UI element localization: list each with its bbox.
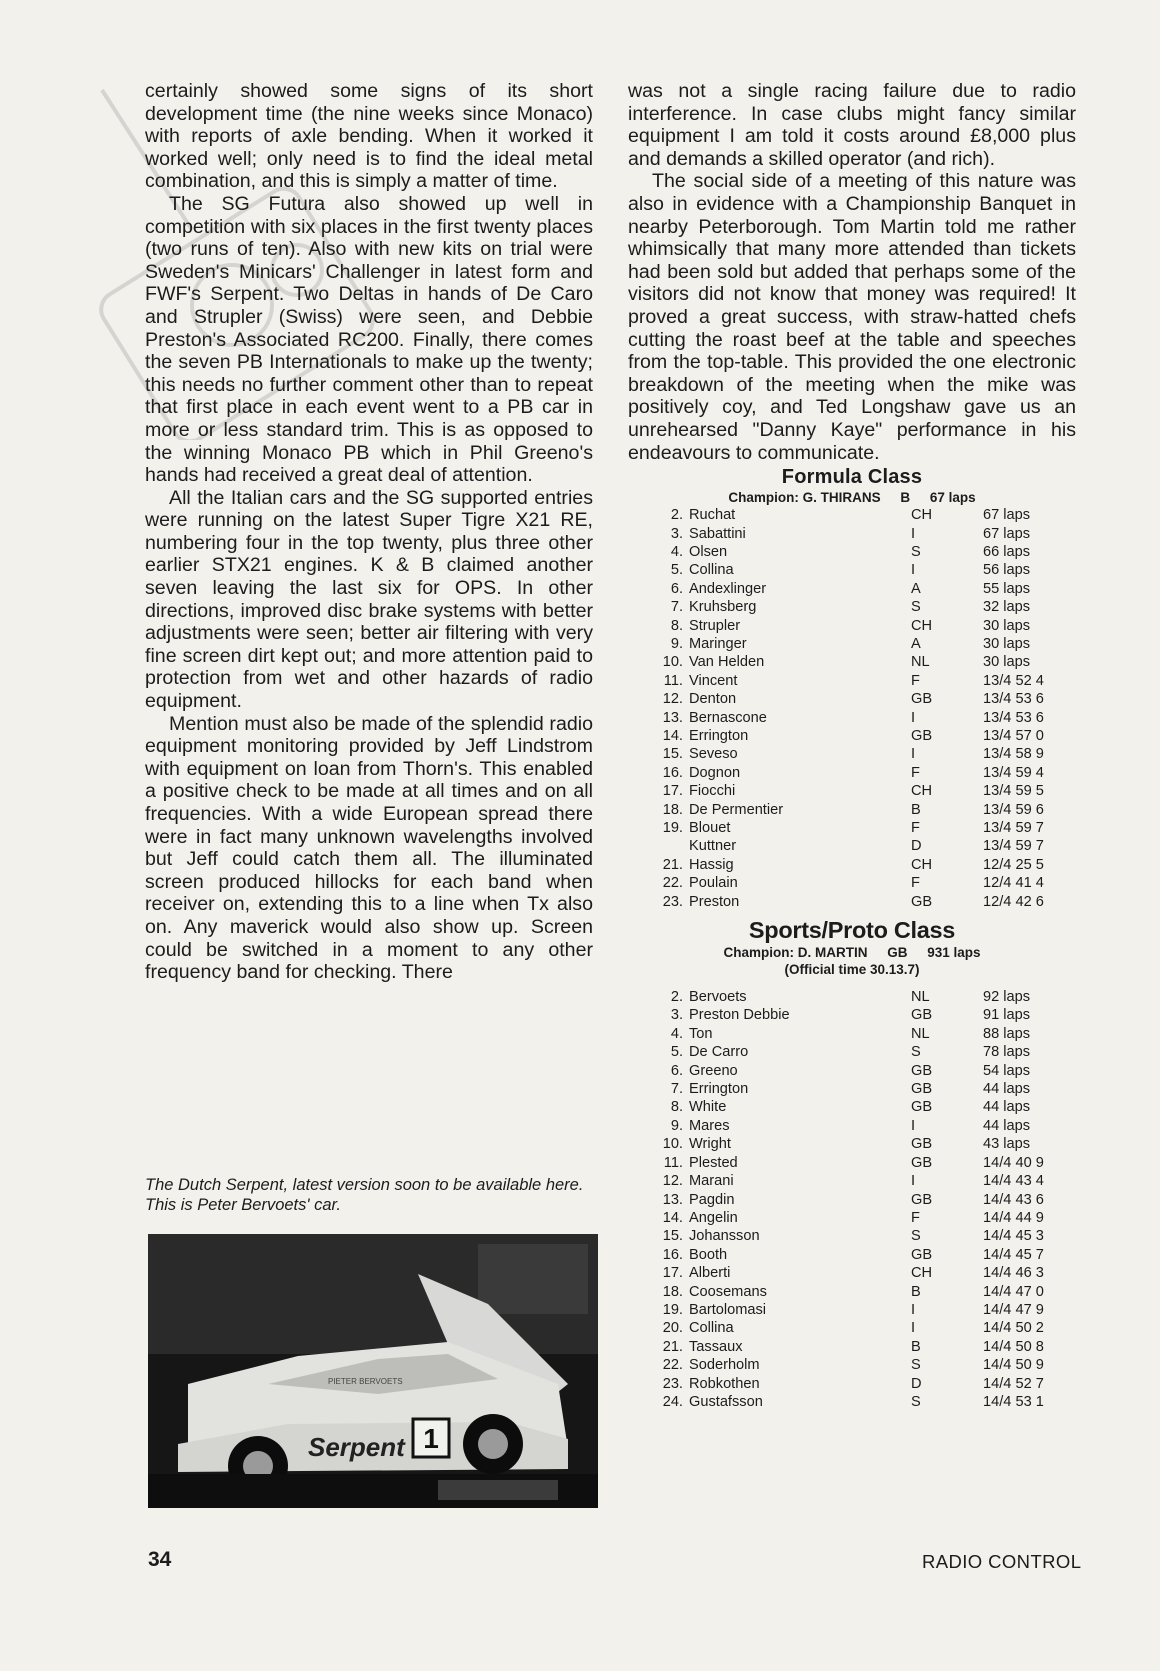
driver-name: Van Helden	[689, 654, 765, 671]
driver-name: De Carro	[689, 1044, 749, 1061]
result-position: 10.	[662, 1136, 683, 1153]
champion-country: B	[900, 490, 911, 506]
result-value: 54 laps	[983, 1062, 1031, 1079]
driver-country: I	[911, 1173, 916, 1190]
result-value: 43 laps	[983, 1136, 1031, 1153]
driver-country: I	[911, 746, 916, 763]
results-row	[649, 1172, 1063, 1190]
driver-name: Ruchat	[689, 507, 736, 524]
result-position: 24.	[662, 1393, 683, 1410]
result-position: 16.	[662, 1246, 683, 1263]
driver-name: Kruhsberg	[689, 599, 757, 616]
result-value: 13/4 53 6	[983, 691, 1044, 708]
result-position: 18.	[662, 1283, 683, 1300]
results-row	[649, 635, 1063, 653]
result-position: 11.	[663, 672, 683, 689]
result-position: 23.	[662, 893, 683, 910]
driver-country: F	[911, 1209, 920, 1226]
results-row	[649, 988, 1063, 1006]
right-column	[628, 80, 1076, 1411]
result-value: 67 laps	[983, 507, 1031, 524]
result-value: 12/4 41 4	[983, 875, 1044, 892]
results-row	[649, 1227, 1063, 1245]
driver-name: Poulain	[689, 875, 738, 892]
results-row	[649, 1301, 1063, 1319]
article-paragraph: The social side of a meeting of this nature was also in evidence with a Championship Banquet in nearby Peterborough. Tom Martin told me rather whimsically that many more attended than tickets had been sold but added that perhaps some of the visitors did not know that money was required! It proved a great success, with straw-hatted chefs cutting the roast beef at the table and speeches from the top-table. This provided the one electronic breakdown of the meeting when the mike was positively coy, and Ted Longshaw gave us an unrehearsed "Danny Kaye" performance in his endeavours to communicate.	[628, 170, 1076, 464]
driver-country: GB	[911, 1246, 933, 1263]
magazine-name: RADIO CONTROL	[922, 1551, 1082, 1572]
left-column	[145, 80, 593, 984]
results-row	[649, 1338, 1063, 1356]
result-position: 3.	[670, 525, 683, 542]
formula-class-title: Formula Class	[781, 466, 923, 489]
driver-country: B	[911, 1283, 921, 1300]
driver-name: Blouet	[689, 820, 731, 836]
result-value: 14/4 53 1	[983, 1393, 1044, 1410]
driver-name: Seveso	[689, 746, 738, 763]
result-value: 14/4 45 7	[983, 1246, 1044, 1263]
driver-name: Bervoets	[689, 989, 747, 1006]
result-value: 12/4 42 6	[983, 893, 1044, 910]
driver-country: S	[911, 543, 921, 560]
driver-country: I	[911, 1301, 916, 1318]
champion-laps: 931 laps	[927, 945, 981, 961]
results-row	[649, 1025, 1063, 1043]
result-position: 9.	[670, 1117, 683, 1134]
article-paragraph: was not a single racing failure due to radio interference. In case clubs might fancy similar equipment I am told it costs around £8,000 plus and demands a skilled operator (and rich).	[628, 80, 1076, 170]
result-position: 11.	[663, 1154, 683, 1171]
driver-name: Robkothen	[689, 1375, 760, 1392]
result-position: 15.	[662, 1228, 683, 1245]
driver-name: Wright	[689, 1136, 731, 1153]
result-value: 14/4 43 6	[983, 1191, 1044, 1208]
result-value: 14/4 50 9	[983, 1357, 1044, 1374]
driver-country: S	[911, 1357, 921, 1374]
driver-name: Angelin	[689, 1209, 738, 1226]
driver-name: Kuttner	[689, 838, 737, 855]
serpent-car-photo	[148, 1234, 598, 1508]
driver-name: Errington	[689, 727, 749, 744]
results-row	[649, 1283, 1063, 1301]
driver-name: Tassaux	[689, 1338, 743, 1355]
result-value: 13/4 59 7	[983, 838, 1044, 855]
driver-country: B	[911, 1338, 921, 1355]
driver-country: GB	[911, 1062, 933, 1079]
driver-country: CH	[911, 617, 933, 634]
results-row	[649, 819, 1063, 837]
results-row	[649, 1264, 1063, 1282]
result-value: 91 laps	[983, 1007, 1031, 1024]
driver-name: Marani	[689, 1173, 734, 1190]
sports-class-title: Sports/Proto Class	[748, 917, 956, 944]
results-row	[649, 653, 1063, 671]
results-row	[649, 893, 1063, 911]
driver-name: Vincent	[689, 672, 738, 689]
champion-laps: 67 laps	[929, 490, 976, 506]
driver-name: Alberti	[689, 1265, 731, 1282]
driver-country: NL	[911, 654, 930, 671]
results-row	[649, 525, 1063, 543]
result-value: 55 laps	[983, 580, 1031, 597]
result-position: 5.	[670, 1044, 683, 1061]
results-row	[649, 1356, 1063, 1374]
driver-name: Johansson	[689, 1228, 760, 1245]
driver-name: Bernascone	[689, 709, 767, 726]
driver-country: GB	[911, 1154, 933, 1171]
result-value: 13/4 52 4	[983, 672, 1044, 689]
result-position: 4.	[670, 1025, 683, 1042]
results-row	[649, 690, 1063, 708]
result-position: 4.	[670, 543, 683, 560]
driver-name: Bartolomasi	[689, 1301, 767, 1318]
results-row	[649, 782, 1063, 800]
result-value: 78 laps	[983, 1044, 1031, 1061]
driver-name: Gustafsson	[689, 1393, 763, 1410]
result-position: 2.	[670, 507, 683, 524]
result-value: 88 laps	[983, 1025, 1031, 1042]
results-row	[649, 598, 1063, 616]
driver-name: Olsen	[689, 543, 728, 560]
result-position: 21.	[662, 856, 683, 873]
results-row	[649, 1135, 1063, 1153]
article-paragraph: Mention must also be made of the splendid radio equipment monitoring provided by Jeff Lindstrom with equipment on loan from Thorn's. This enabled a positive check to be made at all times and on all frequencies. With a wide European spread there were in fact many unknown wavelengths involved but Jeff could catch them all. The illuminated screen produced hillocks for each band when receiver on, extending this to a line when Tx also on. Any maverick would also show up. Screen could be switched in a moment to any other frequency band for checking. There	[145, 712, 593, 984]
driver-name: Pagdin	[689, 1191, 735, 1208]
results-row	[649, 1154, 1063, 1172]
driver-name: Andexlinger	[689, 580, 767, 597]
result-position: 13.	[662, 709, 683, 726]
result-value: 13/4 59 4	[983, 764, 1044, 781]
driver-country: NL	[911, 989, 930, 1006]
results-row	[649, 709, 1063, 727]
article-paragraph: The SG Futura also showed up well in competition with six places in the first twenty places (two runs of ten). Also with new kits on trial were Sweden's Minicars' Challenger in latest form and FWF's Serpent. Two Deltas in hands of De Caro and Strupler (Swiss) were seen, and Debbie Preston's Associated RC200. Finally, there comes the seven PB Internationals to make up the twenty; this needs no further comment other than to repeat that first place in each event went to a PB car in more or less standard trim. This is as opposed to the winning Monaco PB which in Phil Greeno's hands had received a great deal of attention.	[145, 192, 593, 487]
result-value: 30 laps	[983, 617, 1031, 634]
result-value: 14/4 46 3	[983, 1265, 1044, 1282]
result-position: 14.	[662, 1209, 683, 1226]
results-row	[649, 617, 1063, 635]
official-time: (Official time 30.13.7)	[784, 962, 920, 978]
result-value: 44 laps	[983, 1099, 1031, 1116]
result-value: 13/4 53 6	[983, 709, 1044, 726]
results-row	[649, 1191, 1063, 1209]
result-position: 7.	[670, 599, 683, 616]
result-value: 32 laps	[983, 599, 1031, 616]
result-position: 17.	[662, 783, 683, 800]
results-row	[649, 1246, 1063, 1264]
driver-country: S	[911, 1228, 921, 1245]
driver-country: S	[911, 1393, 921, 1410]
driver-country: B	[911, 801, 921, 818]
result-position: 12.	[662, 691, 683, 708]
result-position: 13.	[662, 1191, 683, 1208]
driver-country: I	[911, 1320, 916, 1337]
driver-name: Sabattini	[689, 525, 746, 542]
driver-country: I	[911, 1117, 916, 1134]
result-position: 16.	[662, 764, 683, 781]
driver-name: Greeno	[689, 1062, 738, 1079]
results-row	[649, 1393, 1063, 1411]
driver-country: I	[911, 709, 916, 726]
result-position: 8.	[670, 617, 683, 634]
driver-country: F	[911, 764, 920, 781]
results-row	[649, 561, 1063, 579]
driver-country: S	[911, 599, 921, 616]
results-row	[649, 1006, 1063, 1024]
sports-class-results	[628, 917, 1076, 1411]
result-position: 17.	[662, 1265, 683, 1282]
race-number: 1	[423, 1423, 439, 1454]
sports-champion	[628, 944, 1076, 961]
result-value: 14/4 40 9	[983, 1154, 1044, 1171]
sports-results-table	[649, 988, 1063, 1411]
driver-name: Booth	[689, 1246, 728, 1263]
result-position: 21.	[662, 1338, 683, 1355]
result-value: 14/4 45 3	[983, 1228, 1044, 1245]
result-position: 7.	[670, 1081, 683, 1098]
driver-name: Collina	[689, 562, 734, 579]
results-row	[649, 543, 1063, 561]
result-value: 12/4 25 5	[983, 856, 1044, 873]
driver-country: NL	[911, 1025, 930, 1042]
result-value: 14/4 47 9	[983, 1301, 1044, 1318]
results-row	[649, 856, 1063, 874]
results-row	[649, 1062, 1063, 1080]
results-row	[649, 506, 1063, 524]
result-position: 19.	[662, 1301, 683, 1318]
result-value: 67 laps	[983, 525, 1031, 542]
article-paragraph: certainly showed some signs of its short development time (the nine weeks since Monaco) with reports of axle bending. When it worked it worked well; only need is to find the ideal metal combination, and this is simply a matter of time.	[145, 80, 593, 193]
result-value: 14/4 44 9	[983, 1209, 1044, 1226]
result-value: 14/4 52 7	[983, 1375, 1044, 1392]
driver-country: CH	[911, 507, 933, 524]
result-value: 30 laps	[983, 635, 1031, 652]
result-value: 13/4 59 5	[983, 783, 1044, 800]
result-position: 8.	[670, 1099, 683, 1116]
formula-class-results	[628, 466, 1076, 911]
results-row	[649, 1319, 1063, 1337]
champion-name: Champion: G. THIRANS	[728, 490, 881, 506]
car-driver-name: PIETER BERVOETS	[328, 1377, 403, 1386]
result-value: 66 laps	[983, 543, 1031, 560]
result-position: 2.	[670, 989, 683, 1006]
result-value: 13/4 57 0	[983, 727, 1044, 744]
result-value: 92 laps	[983, 989, 1031, 1006]
driver-country: A	[911, 580, 921, 597]
driver-country: F	[911, 672, 920, 689]
results-row	[649, 1098, 1063, 1116]
results-row	[649, 1080, 1063, 1098]
driver-name: Maringer	[689, 635, 747, 652]
driver-country: F	[911, 820, 920, 836]
result-value: 13/4 59 7	[983, 820, 1044, 836]
driver-country: S	[911, 1044, 921, 1061]
result-position: 20.	[662, 1320, 683, 1337]
results-row	[649, 1375, 1063, 1393]
results-row	[649, 672, 1063, 690]
driver-country: GB	[911, 691, 933, 708]
champion-name: Champion: D. MARTIN	[723, 945, 868, 961]
result-position: 15.	[662, 746, 683, 763]
result-position: 6.	[670, 580, 683, 597]
result-value: 14/4 43 4	[983, 1173, 1044, 1190]
driver-name: White	[689, 1099, 727, 1116]
result-position: 14.	[662, 727, 683, 744]
result-value: 44 laps	[983, 1081, 1031, 1098]
results-row	[649, 580, 1063, 598]
results-row	[649, 745, 1063, 763]
results-row	[649, 874, 1063, 892]
result-position: 3.	[670, 1007, 683, 1024]
results-row	[649, 1209, 1063, 1227]
result-position: 19.	[662, 820, 683, 836]
driver-country: GB	[911, 727, 933, 744]
formula-champion	[628, 489, 1076, 506]
result-value: 13/4 59 6	[983, 801, 1044, 818]
page-number: 34	[148, 1548, 172, 1571]
driver-country: D	[911, 838, 922, 855]
results-row	[649, 801, 1063, 819]
driver-name: Mares	[689, 1117, 730, 1134]
driver-name: Strupler	[689, 617, 741, 634]
driver-country: GB	[911, 1081, 933, 1098]
driver-name: Ton	[689, 1025, 713, 1042]
driver-country: GB	[911, 1007, 933, 1024]
result-value: 30 laps	[983, 654, 1031, 671]
result-position: 23.	[662, 1375, 683, 1392]
driver-country: I	[911, 562, 916, 579]
result-value: 14/4 50 8	[983, 1338, 1044, 1355]
driver-name: Preston Debbie	[689, 1007, 790, 1024]
driver-country: F	[911, 875, 920, 892]
driver-name: Denton	[689, 691, 737, 708]
driver-name: Dognon	[689, 764, 741, 781]
result-position: 22.	[662, 875, 683, 892]
results-row	[649, 1117, 1063, 1135]
driver-country: GB	[911, 893, 933, 910]
result-value: 14/4 50 2	[983, 1320, 1044, 1337]
driver-name: Collina	[689, 1320, 734, 1337]
result-position: 6.	[670, 1062, 683, 1079]
driver-country: CH	[911, 856, 933, 873]
driver-name: Plested	[689, 1154, 738, 1171]
result-position: 5.	[670, 562, 683, 579]
driver-name: Soderholm	[689, 1357, 760, 1374]
results-row	[649, 764, 1063, 782]
article-paragraph: All the Italian cars and the SG supported entries were running on the latest Super Tigre X21 RE, numbering four in the top twenty, plus three other earlier STX21 engines. K & B claimed another seven leaving the last six for OPS. In other directions, improved disc brake systems with better adjustments were seen; better air filtering with very fine screen dirt kept out; and more attention paid to protection from wet and other hazards of radio equipment.	[145, 486, 593, 713]
result-position: 12.	[662, 1173, 683, 1190]
formula-results-table	[649, 506, 1063, 911]
driver-country: GB	[911, 1099, 933, 1116]
driver-name: De Permentier	[689, 801, 784, 818]
driver-country: CH	[911, 783, 933, 800]
driver-name: Fiocchi	[689, 783, 736, 800]
result-position: 9.	[670, 635, 683, 652]
driver-country: GB	[911, 1136, 933, 1153]
driver-country: D	[911, 1375, 922, 1392]
results-row	[649, 837, 1063, 855]
champion-country: GB	[887, 945, 908, 961]
result-value: 44 laps	[983, 1117, 1031, 1134]
car-brand-logo-text: Serpent	[308, 1432, 405, 1462]
driver-name: Errington	[689, 1081, 749, 1098]
driver-country: I	[911, 525, 916, 542]
result-value: 13/4 58 9	[983, 746, 1044, 763]
result-value: 56 laps	[983, 562, 1031, 579]
results-row	[649, 1043, 1063, 1061]
driver-name: Hassig	[689, 856, 734, 873]
result-position	[649, 837, 689, 855]
driver-country: A	[911, 635, 921, 652]
driver-name: Preston	[689, 893, 740, 910]
results-row	[649, 727, 1063, 745]
driver-country: CH	[911, 1265, 933, 1282]
photo-caption: The Dutch Serpent, latest version soon to be available here. This is Peter Bervoets' car.	[145, 1176, 584, 1214]
result-value: 14/4 47 0	[983, 1283, 1044, 1300]
result-position: 18.	[662, 801, 683, 818]
result-position: 10.	[662, 654, 683, 671]
driver-country: GB	[911, 1191, 933, 1208]
driver-name: Coosemans	[689, 1283, 767, 1300]
result-position: 22.	[662, 1357, 683, 1374]
